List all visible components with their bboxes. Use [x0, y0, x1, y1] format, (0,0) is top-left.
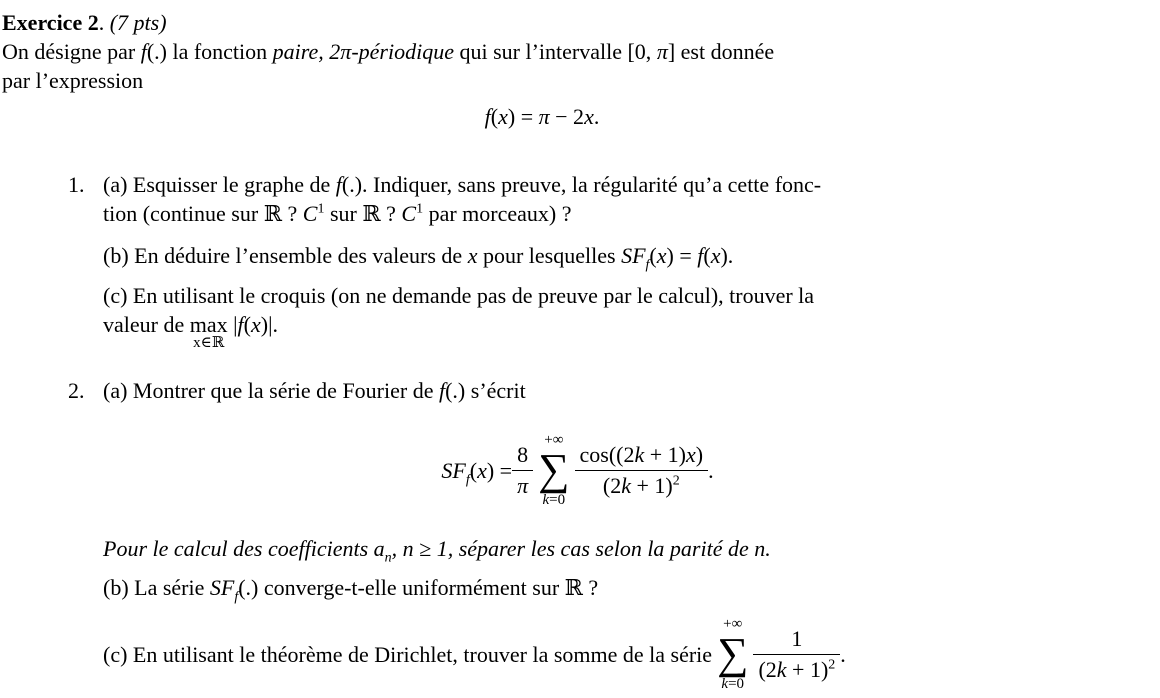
question-text: (c) En utilisant le théorème de Dirichlet, trouver la somme de la série — [103, 641, 713, 667]
math-period: . — [593, 104, 600, 129]
fraction-cos-term — [575, 442, 709, 499]
math-max: max — [189, 312, 228, 337]
math-equals: ) = — [507, 104, 539, 129]
sum-lower-limit — [542, 492, 565, 508]
question-text: (a) Esquisser le graphe de — [103, 172, 336, 197]
intro-text: qui sur l’intervalle [0, — [453, 39, 657, 64]
question-text: pour lesquelles — [477, 243, 622, 268]
math-period: . — [840, 641, 846, 667]
fraction-numerator: 8 — [512, 442, 533, 471]
math-superscript: 1 — [416, 201, 424, 217]
list-item-1 — [2, 170, 1160, 351]
question-text: (c) En utilisant le croquis (on ne demande pas de preuve par le calcul), trouver la — [103, 283, 815, 308]
math-x: x — [467, 243, 478, 268]
math-paren: ( — [703, 243, 711, 268]
sum-upper-limit: +∞ — [723, 616, 743, 632]
math-paren: ( — [649, 243, 657, 268]
note-text: ≥ 1, séparer les cas selon la parité de — [413, 536, 755, 561]
math-subscript-n: n — [384, 550, 392, 566]
math-n: n — [754, 536, 766, 561]
math-a: a — [373, 536, 385, 561]
sigma-icon: ∑ — [717, 629, 749, 678]
math-text: + 1) — [786, 656, 829, 682]
intro-line-2 — [2, 66, 1160, 95]
emphasized-text: paire, 2π-périodique — [272, 39, 454, 64]
math-f: f — [237, 312, 244, 337]
math-cos: cos((2 — [579, 441, 635, 467]
math-SF: SF — [621, 243, 646, 268]
math-x: x — [250, 312, 261, 337]
sum-lower-limit — [721, 676, 744, 692]
item-1c-line-1 — [103, 281, 1160, 310]
equation-lhs — [441, 456, 512, 485]
math-paren: ( — [490, 104, 499, 129]
item-1a-line-2 — [103, 199, 1160, 228]
fraction-denominator — [575, 471, 709, 499]
math-x: x — [685, 441, 696, 467]
intro-text: ] est donnée — [667, 39, 775, 64]
math-subscript-f: f — [645, 257, 650, 273]
math-subscript-f: f — [465, 471, 470, 487]
math-bar: )|. — [260, 312, 278, 337]
question-text: (.) converge-t-elle uniformément sur ℝ ? — [238, 575, 599, 600]
question-text: (a) Montrer que la série de Fourier de — [103, 378, 439, 403]
item-1a-line-1 — [103, 170, 1160, 199]
question-text: valeur de — [103, 312, 190, 337]
math-k: k — [621, 472, 631, 498]
question-text: (.). Indiquer, sans preuve, la régularité qu’a cette fonc- — [341, 172, 822, 197]
list-item-2 — [2, 376, 1160, 692]
math-bar: | — [227, 312, 238, 337]
math-text: (2 — [758, 656, 777, 682]
item-2c-line — [103, 616, 1160, 692]
summation-operator — [717, 616, 748, 692]
fraction-8-over-pi — [512, 442, 533, 499]
question-text: (b) La série — [103, 575, 210, 600]
sum-upper-limit: +∞ — [544, 432, 564, 448]
question-text: tion (continue sur ℝ ? — [103, 201, 303, 226]
intro-text: la fonction — [166, 39, 273, 64]
math-minus-2: − 2 — [549, 104, 585, 129]
fraction-numerator: 1 — [753, 626, 840, 655]
math-x: x — [710, 243, 721, 268]
sum-lower-value: =0 — [549, 492, 566, 508]
summation-operator — [538, 432, 569, 508]
math-text: (2 — [602, 472, 622, 498]
math-period: . — [708, 457, 714, 483]
math-k: k — [776, 656, 787, 682]
header-dot: . — [98, 10, 110, 35]
note-text: , — [391, 536, 403, 561]
math-x: x — [584, 104, 594, 129]
math-SF: SF — [441, 457, 466, 483]
math-f: f — [484, 104, 491, 129]
math-f: f — [697, 243, 704, 268]
item-2a-line — [103, 376, 1160, 405]
question-text: par morceaux) ? — [423, 201, 572, 226]
fraction-denominator: π — [517, 472, 529, 498]
math-text: + 1) — [630, 472, 673, 498]
math-f: f — [438, 378, 446, 403]
item-2-number: 2. — [68, 378, 85, 403]
note-text: Pour le calcul des coefficients — [103, 536, 374, 561]
math-f: f — [335, 172, 342, 197]
note-text: . — [765, 536, 771, 561]
math-x: x — [498, 104, 508, 129]
exercise-points: (7 pts) — [109, 10, 167, 35]
equation-fourier-series — [0, 432, 1155, 508]
math-k: k — [721, 676, 729, 692]
sum-lower-value: =0 — [728, 676, 745, 692]
math-paren: ( — [469, 457, 478, 483]
equation-fx — [2, 102, 1082, 132]
question-text: sur ℝ ? — [324, 201, 402, 226]
math-C: C — [302, 201, 318, 226]
math-f: f — [140, 39, 147, 64]
fraction-denominator — [753, 655, 840, 683]
math-k: k — [634, 441, 645, 467]
sigma-icon: ∑ — [538, 445, 570, 494]
math-equals: ) = — [666, 243, 698, 268]
math-C: C — [401, 201, 417, 226]
question-text: (.) s’écrit — [445, 378, 526, 403]
math-superscript: 2 — [828, 657, 836, 673]
intro-text: (.) — [146, 39, 167, 64]
question-text: (b) En déduire l’ensemble des valeurs de — [103, 243, 468, 268]
intro-line-1 — [2, 37, 1160, 66]
math-k: k — [542, 492, 550, 508]
math-SF: SF — [209, 575, 235, 600]
math-equals: ) = — [486, 457, 513, 483]
item-1c-line-2 — [103, 310, 1160, 351]
intro-text: On désigne par — [2, 39, 141, 64]
math-paren: ) — [695, 441, 704, 467]
math-n: n — [402, 536, 414, 561]
math-x: x — [656, 243, 667, 268]
math-pi: π — [538, 104, 550, 129]
intro-text: par l’expression — [2, 68, 144, 93]
max-under-label: x∈ℝ — [193, 335, 225, 351]
math-x: x — [477, 457, 487, 483]
item-1b-line — [103, 241, 1160, 273]
math-pi: π — [656, 39, 668, 64]
fraction-1-over-2k1-squared — [753, 626, 840, 683]
fraction-numerator — [575, 442, 709, 471]
exercise-header — [2, 8, 1160, 37]
math-text: + 1) — [644, 441, 686, 467]
max-operator — [189, 310, 228, 351]
item-2b-line — [103, 573, 1160, 605]
math-superscript: 1 — [317, 201, 325, 217]
math-paren: ( — [243, 312, 251, 337]
exercise-title: Exercice 2 — [2, 10, 99, 35]
math-subscript-f: f — [234, 589, 239, 605]
item-1-number: 1. — [68, 172, 85, 197]
calculation-note — [103, 534, 1160, 566]
math-superscript: 2 — [672, 473, 680, 489]
math-paren: ). — [720, 243, 734, 268]
